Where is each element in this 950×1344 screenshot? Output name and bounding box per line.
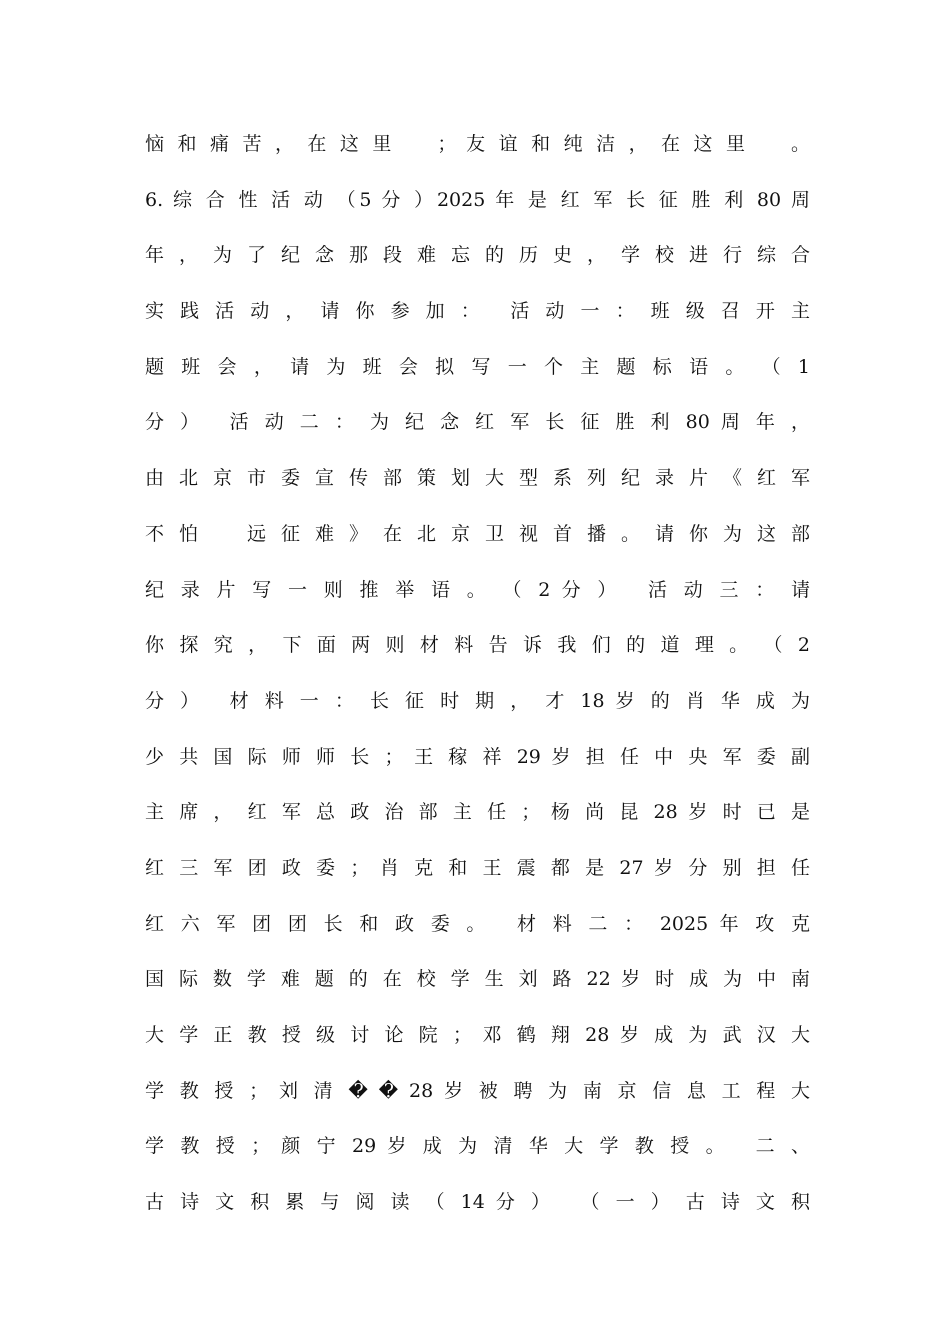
text-line-20: 古 诗 文 积 累 与 阅 读 （ 14 分 ） （ 一 ） 古 诗 文 积 — [145, 1191, 810, 1214]
text-line-14: 红 三 军 团 政 委 ； 肖 克 和 王 震 都 是 27 岁 分 别 担 任 — [145, 856, 810, 879]
text-line-15: 红 六 军 团 团 长 和 政 委 。 材 料 二 ： 2025 年 攻 克 — [145, 912, 810, 935]
text-line-2: 6. 综 合 性 活 动 （5 分 ）2025 年 是 红 军 长 征 胜 利 80 周 — [145, 188, 810, 211]
text-line-12: 少 共 国 际 师 师 长 ； 王 稼 祥 29 岁 担 任 中 央 军 委 副 — [145, 745, 810, 768]
text-line-11: 分 ） 材 料 一 ： 长 征 时 期 ， 才 18 岁 的 肖 华 成 为 — [145, 689, 810, 712]
text-line-5: 题 班 会 ， 请 为 班 会 拟 写 一 个 主 题 标 语 。 （ 1 — [145, 355, 810, 378]
text-line-4: 实 践 活 动 ， 请 你 参 加 ： 活 动 一 ： 班 级 召 开 主 — [145, 300, 810, 323]
text-line-16: 国 际 数 学 难 题 的 在 校 学 生 刘 路 22 岁 时 成 为 中 南 — [145, 968, 810, 991]
text-line-3: 年 ， 为 了 纪 念 那 段 难 忘 的 历 史 ， 学 校 进 行 综 合 — [145, 244, 810, 267]
text-line-17: 大 学 正 教 授 级 讨 论 院 ； 邓 鹤 翔 28 岁 成 为 武 汉 大 — [145, 1024, 810, 1046]
text-line-9: 纪 录 片 写 一 则 推 举 语 。 （ 2 分 ） 活 动 三 ： 请 — [145, 578, 810, 601]
text-line-19: 学 教 授 ； 颜 宁 29 岁 成 为 清 华 大 学 教 授 。 二 、 — [145, 1135, 810, 1158]
body-text — [145, 126, 810, 1240]
text-line-18: 学 教 授 ； 刘 清 � � 28 岁 被 聘 为 南 京 信 息 工 程 大 — [145, 1079, 810, 1102]
text-line-13: 主 席 ， 红 军 总 政 治 部 主 任 ； 杨 尚 昆 28 岁 时 已 是 — [145, 801, 810, 824]
text-line-7: 由 北 京 市 委 宣 传 部 策 划 大 型 系 列 纪 录 片 《 红 军 — [145, 467, 810, 490]
text-line-10: 你 探 究 ， 下 面 两 则 材 料 告 诉 我 们 的 道 理 。 （ 2 — [145, 634, 810, 657]
text-line-6: 分 ） 活 动 二 ： 为 纪 念 红 军 长 征 胜 利 80 周 年 ， — [145, 411, 810, 434]
text-line-8: 不 怕 远 征 难 》 在 北 京 卫 视 首 播 。 请 你 为 这 部 — [145, 522, 810, 545]
text-line-1: 恼 和 痛 苦 ， 在 这 里 ； 友 谊 和 纯 洁 ， 在 这 里 。 — [145, 133, 810, 155]
